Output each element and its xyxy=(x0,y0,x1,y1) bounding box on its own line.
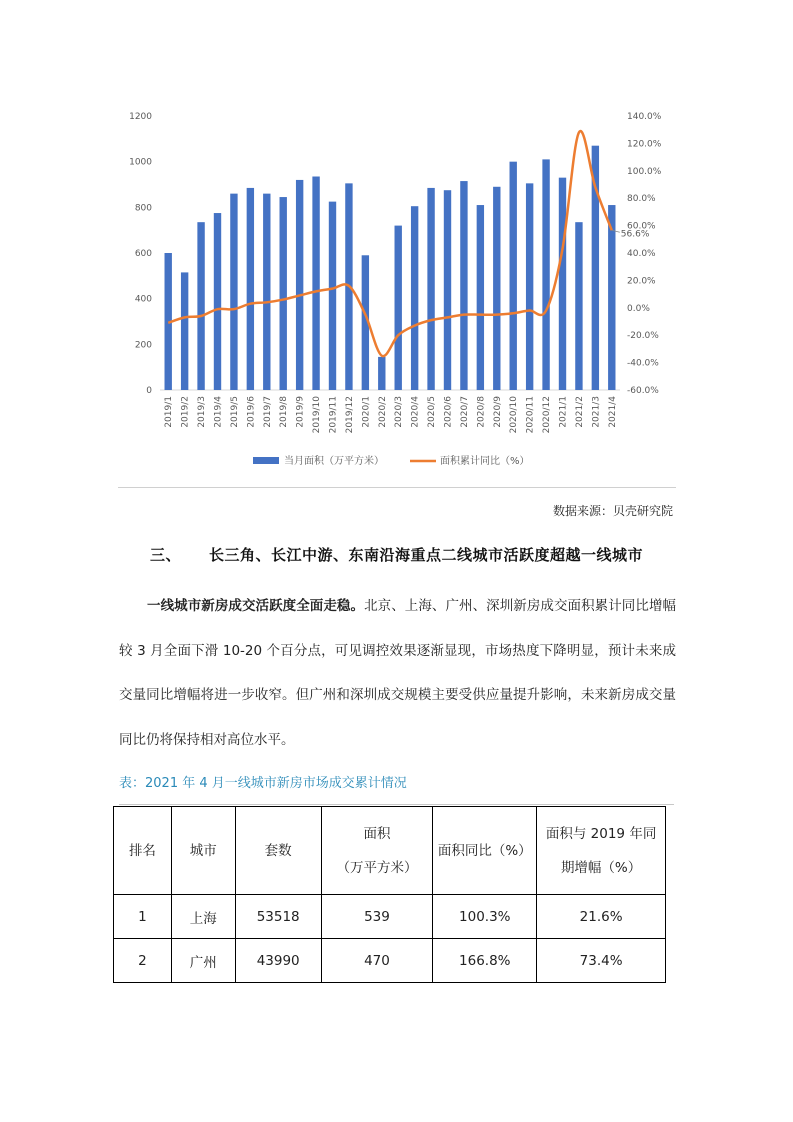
left-tick-label: 1200 xyxy=(129,112,152,122)
combo-chart xyxy=(118,100,678,480)
header-city: 城市 xyxy=(171,807,235,895)
right-tick-label: 100.0% xyxy=(627,166,662,177)
left-tick-label: 800 xyxy=(134,203,152,214)
bar xyxy=(263,194,270,390)
x-tick-label: 2020/10 xyxy=(509,396,520,434)
cell-yoy: 100.3% xyxy=(433,895,537,939)
table-row xyxy=(114,895,666,939)
bar xyxy=(312,177,319,390)
cell-rank: 2 xyxy=(114,939,172,983)
cell-city: 上海 xyxy=(171,895,235,939)
right-tick-label: 60.0% xyxy=(627,221,656,232)
bar xyxy=(608,205,615,390)
x-tick-label: 2021/1 xyxy=(558,396,569,428)
bar xyxy=(526,183,533,390)
bar xyxy=(395,226,402,390)
header-area: 面积 （万平方米） xyxy=(321,807,433,895)
body-paragraph xyxy=(119,584,676,762)
cell-area: 539 xyxy=(321,895,433,939)
section-title: 长三角、长江中游、东南沿海重点二线城市活跃度超越一线城市 xyxy=(209,546,644,564)
x-tick-label: 2019/2 xyxy=(180,396,191,428)
city-ranking-table xyxy=(113,806,666,983)
x-tick-label: 2020/6 xyxy=(443,396,454,428)
x-tick-label: 2019/3 xyxy=(197,396,208,428)
table-caption: 表：2021 年 4 月一线城市新房市场成交累计情况 xyxy=(119,776,407,791)
right-tick-label: 0.0% xyxy=(627,303,650,314)
right-tick-label: -60.0% xyxy=(627,386,659,396)
x-tick-label: 2019/11 xyxy=(328,396,339,434)
cell-units: 53518 xyxy=(235,895,321,939)
bar xyxy=(230,194,237,390)
right-tick-label: 40.0% xyxy=(627,249,656,259)
table-header-row xyxy=(114,807,666,895)
cell-rank: 1 xyxy=(114,895,172,939)
section-heading xyxy=(150,544,643,565)
section-number: 三、 xyxy=(150,546,182,564)
left-tick-label: 0 xyxy=(146,386,152,396)
x-tick-label: 2019/9 xyxy=(295,396,306,428)
x-tick-label: 2021/2 xyxy=(574,396,585,428)
x-tick-label: 2020/1 xyxy=(361,396,372,428)
x-tick-label: 2021/4 xyxy=(607,396,618,428)
bar xyxy=(329,202,336,390)
x-tick-label: 2019/7 xyxy=(262,396,273,428)
cell-yoy: 166.8% xyxy=(433,939,537,983)
legend-line-label: 面积累计同比（%） xyxy=(440,456,530,467)
paragraph-lead: 一线城市新房成交活跃度全面走稳。 xyxy=(147,598,365,614)
bar xyxy=(411,206,418,390)
x-tick-label: 2020/2 xyxy=(377,396,388,428)
bar xyxy=(477,205,484,390)
bar xyxy=(247,188,254,390)
x-tick-label: 2020/3 xyxy=(394,396,405,428)
bar xyxy=(493,187,500,390)
caption-divider xyxy=(119,804,674,805)
bar xyxy=(280,197,287,390)
x-tick-label: 2019/12 xyxy=(344,396,355,434)
x-tick-label: 2020/5 xyxy=(427,396,438,428)
bar xyxy=(214,213,221,390)
x-tick-label: 2019/8 xyxy=(279,396,290,428)
right-tick-label: 140.0% xyxy=(627,112,662,122)
left-tick-label: 1000 xyxy=(129,157,152,168)
bar xyxy=(444,190,451,390)
bar xyxy=(542,159,549,390)
x-tick-label: 2019/1 xyxy=(164,396,175,428)
x-tick-label: 2020/11 xyxy=(525,396,536,434)
chart-divider xyxy=(118,487,676,488)
bar xyxy=(378,357,385,390)
bar xyxy=(427,188,434,390)
left-tick-label: 200 xyxy=(134,340,152,351)
bar xyxy=(460,181,467,390)
bar xyxy=(510,162,517,390)
x-tick-label: 2019/10 xyxy=(312,396,323,434)
right-tick-label: -20.0% xyxy=(627,331,659,342)
x-tick-label: 2020/4 xyxy=(410,396,421,428)
header-units: 套数 xyxy=(235,807,321,895)
bar xyxy=(559,178,566,390)
cell-area: 470 xyxy=(321,939,433,983)
right-tick-label: 20.0% xyxy=(627,276,656,287)
data-source: 数据来源：贝壳研究院 xyxy=(552,504,673,518)
bar xyxy=(575,222,582,390)
legend-bar-label: 当月面积（万平方米） xyxy=(284,456,384,467)
x-tick-label: 2019/5 xyxy=(229,396,240,428)
cell-units: 43990 xyxy=(235,939,321,983)
header-rank: 排名 xyxy=(114,807,172,895)
right-tick-label: 80.0% xyxy=(627,194,656,205)
left-tick-label: 400 xyxy=(134,294,152,305)
x-tick-label: 2019/6 xyxy=(246,396,257,428)
x-tick-label: 2020/9 xyxy=(492,396,503,428)
bar xyxy=(197,222,204,390)
bar xyxy=(181,272,188,390)
left-tick-label: 600 xyxy=(134,249,152,259)
x-tick-label: 2020/7 xyxy=(459,396,470,428)
right-tick-label: 120.0% xyxy=(627,139,662,150)
header-yoy: 面积同比（%） xyxy=(433,807,537,895)
cell-vs2019: 73.4% xyxy=(537,939,666,983)
x-tick-label: 2020/12 xyxy=(542,396,553,434)
x-tick-label: 2020/8 xyxy=(476,396,487,428)
cell-city: 广州 xyxy=(171,939,235,983)
header-vs2019: 面积与 2019 年同 期增幅（%） xyxy=(537,807,666,895)
line-data-label: 56.6% xyxy=(620,229,650,240)
x-tick-label: 2021/3 xyxy=(591,396,602,428)
cell-vs2019: 21.6% xyxy=(537,895,666,939)
legend-bar-swatch xyxy=(253,457,279,464)
table-row xyxy=(114,939,666,983)
right-tick-label: -40.0% xyxy=(627,358,659,369)
x-tick-label: 2019/4 xyxy=(213,396,224,428)
bar xyxy=(296,180,303,390)
paragraph-body: 北京、上海、广州、深圳新房成交面积累计同比增幅较 3 月全面下滑 10-20 个百分点，可见调控效果逐渐显现，市场热度下降明显，预计未来成交量同比增幅将进一步收窄。但广州和深圳成交规模主要受供应量提升影响，未来新房成交量同比仍将保持相对高位水平。 xyxy=(119,598,677,748)
